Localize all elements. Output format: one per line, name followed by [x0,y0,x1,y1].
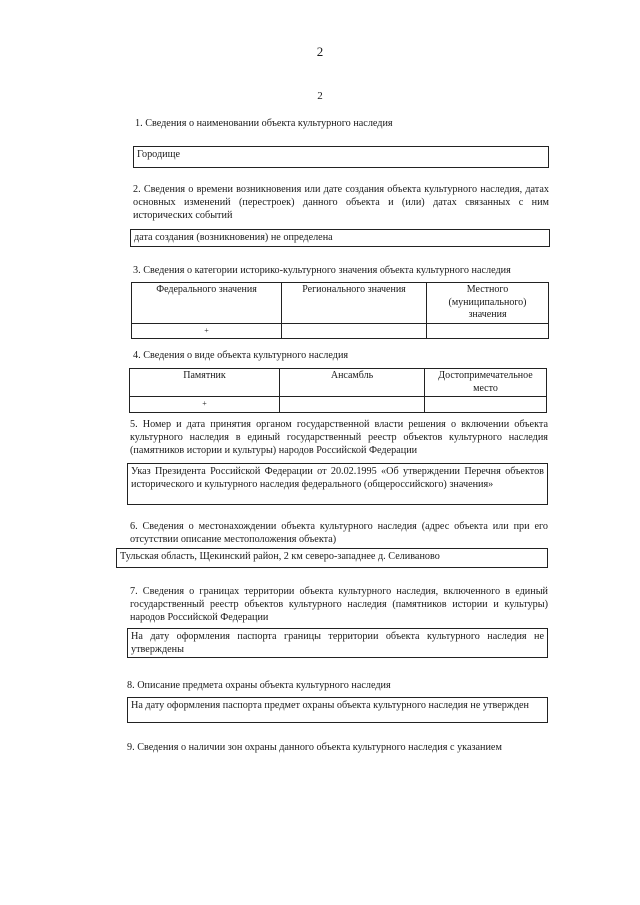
section-9-title: 9. Сведения о наличии зон охраны данного объекта культурного наследия с указанием [127,742,502,753]
page-number-second: 2 [317,90,323,102]
section-6-title: 6. Сведения о местонахождении объекта культурного наследия (адрес объекта или при его отсутствии описание местоположения объекта) [130,521,548,545]
kind-header-ensemble: Ансамбль [280,369,425,397]
section-3-title: 3. Сведения о категории историко-культурного значения объекта культурного наследия [133,265,511,276]
kind-mark-monument: + [130,397,280,413]
category-header-local: Местного (муниципального) значения [427,283,549,324]
section-7-value: На дату оформления паспорта границы территории объекта культурного наследия не утверждены [127,628,548,658]
section-7-title: 7. Сведения о границах территории объекта культурного наследия, включенного в единый государственный реестр объектов культурного наследия (памятников истории и культуры) народов Российской Федерации [130,586,548,623]
kind-mark-landmark [425,397,547,413]
category-header-regional: Регионального значения [282,283,427,324]
section-2-value: дата создания (возникновения) не определена [130,229,550,247]
section-2-title: 2. Сведения о времени возникновения или дате создания объекта культурного наследия, датах основных изменений (перестроек) данного объекта и (или) датах связанных с ним исторических событий [133,184,549,221]
section-8-value: На дату оформления паспорта предмет охраны объекта культурного наследия не утвержден [127,697,548,723]
category-mark-regional [282,323,427,339]
category-mark-federal: + [132,323,282,339]
section-1-value: Городище [133,146,549,168]
page-number-top: 2 [316,44,324,59]
section-5-value: Указ Президента Российской Федерации от 20.02.1995 «Об утверждении Перечня объектов исторического и культурного наследия федерального (общероссийского) значения» [127,463,548,505]
kind-mark-ensemble [280,397,425,413]
kind-table [129,368,547,413]
section-6-value: Тульская область, Щекинский район, 2 км северо-западнее д. Селиваново [116,548,548,568]
category-table [131,282,549,339]
section-8-title: 8. Описание предмета охраны объекта культурного наследия [127,680,391,691]
section-1-title: 1. Сведения о наименовании объекта культурного наследия [135,118,393,129]
category-mark-local [427,323,549,339]
section-4-title: 4. Сведения о виде объекта культурного наследия [133,350,349,361]
kind-header-landmark: Достопримечательное место [425,369,547,397]
kind-header-monument: Памятник [130,369,280,397]
section-5-title: 5. Номер и дата принятия органом государственной власти решения о включении объекта культурного наследия в единый государственный реестр объектов культурного наследия (памятников истории и культуры) народов Российской Федерации [130,419,548,456]
category-header-federal: Федерального значения [132,283,282,324]
